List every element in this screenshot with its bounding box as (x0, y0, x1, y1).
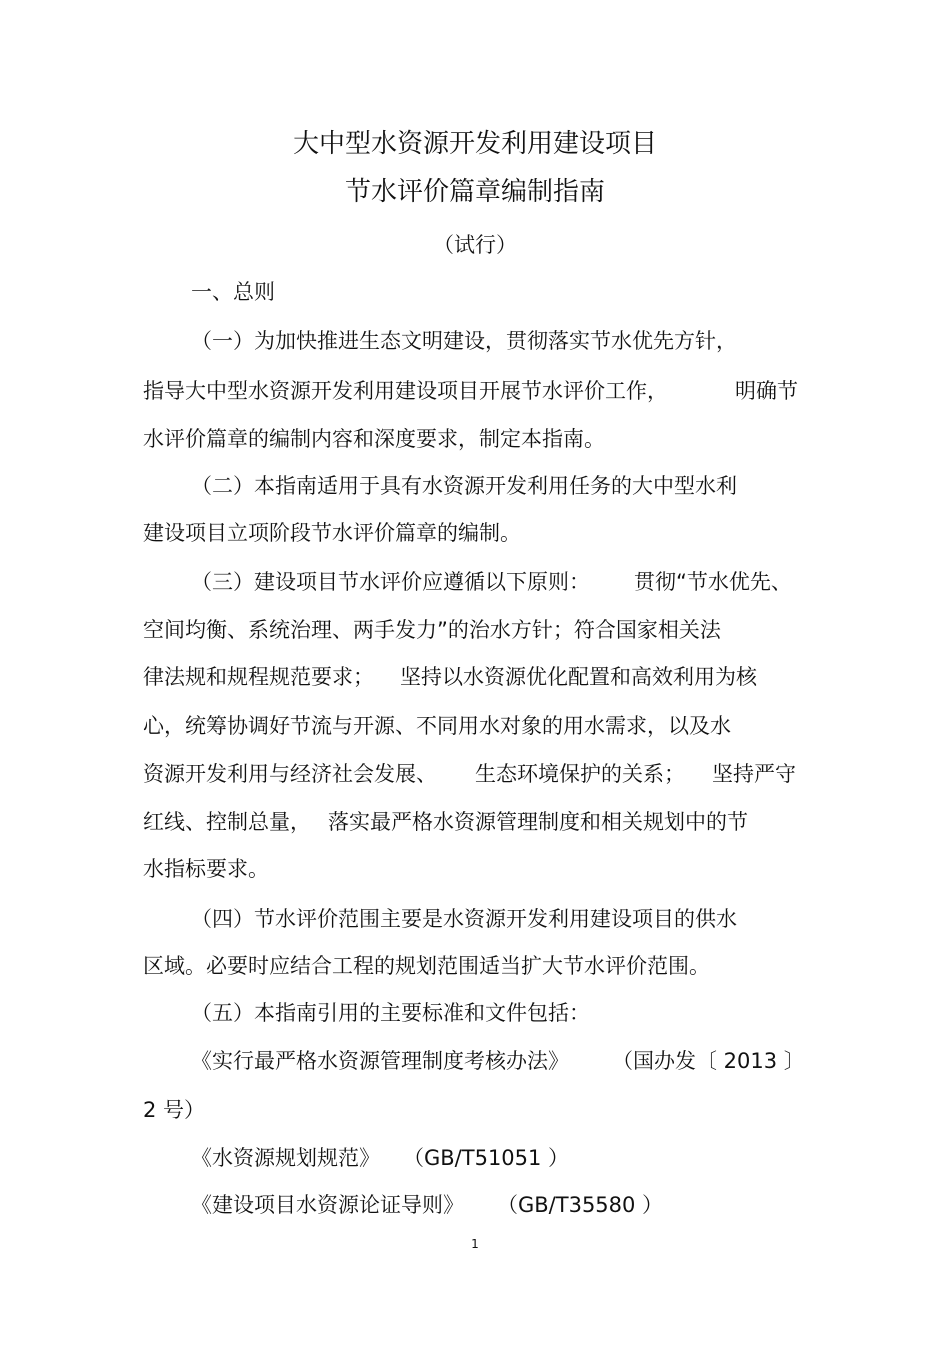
document-subtitle: （试行） (433, 233, 517, 257)
paragraph-line: （四）节水评价范围主要是水资源开发利用建设项目的供水 (191, 907, 737, 931)
paragraph-line: （二）本指南适用于具有水资源开发利用任务的大中型水利 (191, 474, 737, 498)
page-number: 1 (471, 1237, 479, 1251)
paragraph-line: 水评价篇章的编制内容和深度要求，制定本指南。 (143, 427, 605, 451)
paragraph-line: 红线、控制总量， (143, 810, 311, 834)
paragraph-line: 指导大中型水资源开发利用建设项目开展节水评价工作， (143, 379, 668, 403)
paragraph-line: 空间均衡、系统治理、两手发力”的治水方针；符合国家相关法 (143, 618, 721, 642)
paragraph-line: 律法规和规程规范要求； (143, 665, 374, 689)
paragraph-line: （五）本指南引用的主要标准和文件包括： (191, 1001, 590, 1025)
paragraph-line: 贯彻“节水优先、 (634, 570, 792, 594)
reference-item: （GB/T35580 ） (497, 1193, 664, 1217)
paragraph-line: 明确节 (735, 379, 798, 403)
paragraph-line: 落实最严格水资源管理制度和相关规划中的节 (328, 810, 748, 834)
paragraph-line: 心，统筹协调好节流与开源、不同用水对象的用水需求，以及水 (143, 714, 731, 738)
paragraph-line: 坚持以水资源优化配置和高效利用为核 (400, 665, 757, 689)
paragraph-line: 资源开发利用与经济社会发展、 (143, 762, 437, 786)
reference-item: 《实行最严格水资源管理制度考核办法》 (191, 1049, 569, 1073)
section-heading: 一、总则 (191, 280, 275, 304)
reference-item: 2 号） (143, 1098, 206, 1122)
paragraph-line: （三）建设项目节水评价应遵循以下原则： (191, 570, 590, 594)
document-title-line-2: 节水评价篇章编制指南 (344, 177, 605, 207)
paragraph-line: 区域。必要时应结合工程的规划范围适当扩大节水评价范围。 (143, 954, 710, 978)
reference-item: （国办发〔 2013 〕 (612, 1049, 805, 1073)
paragraph-line: 生态环境保护的关系； (475, 762, 685, 786)
reference-item: （GB/T51051 ） (403, 1146, 570, 1170)
paragraph-line: （一）为加快推进生态文明建设，贯彻落实节水优先方针， (191, 329, 737, 353)
paragraph-line: 坚持严守 (712, 762, 796, 786)
reference-item: 《建设项目水资源论证导则》 (191, 1193, 464, 1217)
document-title-line-1: 大中型水资源开发利用建设项目 (292, 129, 657, 159)
paragraph-line: 建设项目立项阶段节水评价篇章的编制。 (143, 521, 521, 545)
reference-item: 《水资源规划规范》 (191, 1146, 380, 1170)
paragraph-line: 水指标要求。 (143, 857, 269, 881)
